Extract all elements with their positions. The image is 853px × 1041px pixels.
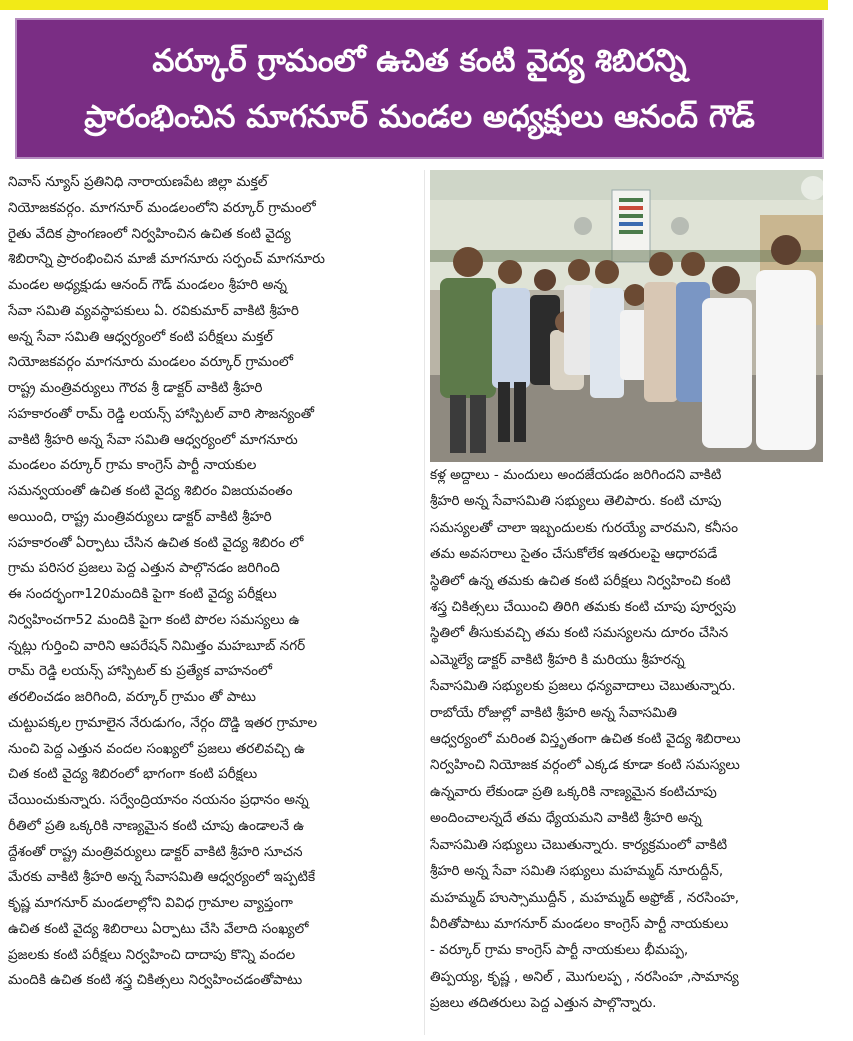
article-text-line: శిబిరాన్ని ప్రారంభించిన మాజీ మాగనూరు సర్పంచ్ మాగనూరు — [8, 251, 325, 268]
article-text-line: సమన్వయంతో ఉచిత కంటి వైద్య శిబిరం విజయవంతం — [8, 483, 293, 499]
column-divider — [424, 170, 425, 1035]
headline-line-1: వర్కూర్ గ్రామంలో ఉచిత కంటి వైద్య శిబిరన్ని — [152, 42, 687, 79]
article-text-line: ద్దేశంతో రాష్ట్ర మంత్రివర్యులు డాక్టర్ వాకిటి శ్రీహరి సూచన — [8, 843, 303, 860]
article-text-line: వీరితోపాటు మాగనూర్ మండలం కాంగ్రెస్ పార్టీ నాయకులు — [430, 915, 729, 932]
article-left-column — [8, 170, 420, 994]
headline-line-2: ప్రారంభించిన మాగనూర్ మండల అధ్యక్షులు ఆనంద్ గౌడ్ — [84, 98, 755, 135]
article-text-line: మందికి ఉచిత కంటి శస్త్ర చికిత్సలు నిర్వహించడంతోపాటు — [8, 972, 303, 989]
article-text-line: అందించాలన్నదే తమ ధ్యేయమని వాకిటి శ్రీహరి అన్న — [430, 810, 702, 827]
article-text-line: రామ్ రెడ్డి లయన్స్ హాస్పిటల్ కు ప్రత్యేక వాహనంలో — [8, 663, 272, 680]
article-text-line: ఉన్నవారు లేకుండా ప్రతి ఒక్కరికి నాణ్యమైన కంటిచూపు — [430, 783, 717, 800]
article-text-line: స్థితిలో ఉన్న తమకు ఉచిత కంటి పరీక్షలు నిర్వహించి కంటి — [430, 572, 731, 589]
article-text-line: శ్రీహరి అన్న సేవాసమితి సభ్యులు తెలిపారు. కంటి చూపు — [430, 493, 722, 510]
article-text-line: తిప్పయ్య, కృష్ణ , అనిల్ , మొగులప్ప , నరసింహ ,సామాన్య — [430, 968, 739, 985]
article-text-line: సేవా సమితి వ్యవస్థాపకులు ఏ. రవికుమార్ వాకిటి శ్రీహరి — [8, 302, 299, 319]
article-text-line: నిర్వహించి నియోజక వర్గంలో ఎక్కడ కూడా కంటి సమస్యలు — [430, 757, 740, 774]
article-text-line: ఎమ్మెల్యే డాక్టర్ వాకిటి శ్రీహరి కి మరియు శ్రీహరన్న — [430, 651, 685, 668]
article-text-line: శ్రీహరి అన్న సేవా సమితి సభ్యులు మహమ్మద్ నూరుద్దీన్, — [430, 863, 724, 880]
article-text-line: నిర్వహించగా52 మందికి పైగా కంటి పొరల సమస్యలు ఉ — [8, 611, 300, 628]
article-text-line: కృష్ణ మాగనూర్ మండలాల్లోని వివిధ గ్రామాల వ్యాప్తంగా — [8, 895, 293, 911]
article-text-line: సహకారంతో రామ్ రెడ్డి లయన్స్ హాస్పిటల్ వారి సౌజన్యంతో — [8, 405, 315, 422]
article-text-line: సహకారంతో ఏర్పాటు చేసిన ఉచిత కంటి వైద్య శిబిరం లో — [8, 534, 304, 551]
article-text-line: మండల అధ్యక్షుడు ఆనంద్ గౌడ్ మండలం శ్రీహరి అన్న — [8, 277, 287, 293]
article-right-column — [430, 462, 822, 1017]
article-text-line: ప్రజలు తదితరులు పెద్ద ఎత్తున పాల్గొన్నారు. — [430, 995, 657, 1012]
article-text-line: చుట్టుపక్కల గ్రామాలైన నేరుడుగం, నేర్గం దొడ్డి ఇతర గ్రామాల — [8, 714, 318, 731]
article-text-line: ఉచిత కంటి వైద్య శిబిరాలు ఏర్పాటు చేసి వేలాది సంఖ్యలో — [8, 920, 309, 937]
article-text-line: - వర్కూర్ గ్రామ కాంగ్రెస్ పార్టీ నాయకులు భీమప్ప, — [430, 942, 689, 959]
article-text-line: ప్రజలకు కంటి పరీక్షలు నిర్వహించి దాదాపు కొన్ని వందల — [8, 946, 296, 963]
article-text-line: చేయించుకున్నారు. సర్వేంద్రియానం నయనం ప్రధానం అన్న — [8, 792, 309, 808]
article-text-line: చిత కంటి వైద్య శిబిరంలో భాగంగా కంటి పరీక్షలు — [8, 766, 258, 783]
article-text-line: మహమ్మద్ హుస్సాముద్దీన్ , మహమ్మద్ అఫ్రోజ్ , నరసింహ, — [430, 889, 740, 906]
article-text-line: నియోజకవర్గం. మాగనూర్ మండలంలోని వర్కూర్ గ్రామంలో — [8, 199, 316, 216]
article-text-line: ఈ సందర్భంగా120మందికి పైగా కంటి వైద్య పరీక్షలు — [8, 586, 277, 602]
article-text-line: స్థితిలో తీసుకువచ్చి తమ కంటి సమస్యలను దూరం చేసిన — [430, 625, 729, 642]
article-text-line: సేవాసమితి సభ్యులకు ప్రజలు ధన్యవాదాలు చెబుతున్నారు. — [430, 678, 736, 695]
article-text-line: రాష్ట్ర మంత్రివర్యులు గౌరవ శ్రీ డాక్టర్ వాకిటి శ్రీహరి — [8, 380, 263, 396]
article-text-line: వాకిటి శ్రీహరి అన్న సేవా సమితి ఆధ్వర్యంలో మాగనూరు — [8, 431, 298, 448]
article-text-line: సేవాసమితి సభ్యులు చెబుతున్నారు. కార్యక్రమంలో వాకిటి — [430, 836, 728, 853]
article-text-line: రీతిలో ప్రతి ఒక్కరికి నాణ్యమైన కంటి చూపు ఉండాలనే ఉ — [8, 817, 305, 834]
article-text-line: కళ్ల అద్దాలు - మందులు అందజేయడం జరిగిందని వాకిటి — [430, 467, 722, 483]
article-text-line: రైతు వేదిక ప్రాంగణంలో నిర్వహించిన ఉచిత కంటి వైద్య — [8, 225, 291, 242]
headline-banner — [15, 18, 824, 159]
article-text-line: గ్రామ పరిసర ప్రజలు పెద్ద ఎత్తున పాల్గొనడం జరిగింది — [8, 560, 280, 577]
article-text-line: రాబోయే రోజుల్లో వాకిటి శ్రీహరి అన్న సేవాసమితి — [430, 704, 678, 721]
article-text-line: నియోజకవర్గం మాగనూరు మండలం వర్కూర్ గ్రామంలో — [8, 354, 293, 371]
article-text-line: తరలించడం జరిగింది, వర్కూర్ గ్రామం తో పాటు — [8, 689, 256, 705]
article-text-line: ఆధ్వర్యంలో మరింత విస్తృతంగా ఉచిత కంటి వైద్య శిబిరాలు — [430, 731, 741, 748]
article-text-line: మండలం వర్కూర్ గ్రామ కాంగ్రెస్ పార్టీ నాయకుల — [8, 457, 257, 474]
article-text-line: సమస్యలతో చాలా ఇబ్బందులకు గురయ్యే వారమని, కనీసం — [430, 519, 738, 536]
article-text-line: అయింది, రాష్ట్ర మంత్రివర్యులు డాక్టర్ వాకిటి శ్రీహరి — [8, 508, 272, 525]
article-text-line: నివాస్ న్యూస్ ప్రతినిధి నారాయణపేట జిల్లా మక్తల్ — [8, 174, 268, 190]
top-color-strip — [0, 0, 828, 10]
article-text-line: శస్త్ర చికిత్సలు చేయించి తిరిగి తమకు కంటి చూపు పూర్వపు — [430, 599, 737, 616]
article-text-line: న్నట్లు గుర్తించి వారిని ఆపరేషన్ నిమిత్తం మహబూబ్ నగర్ — [8, 637, 306, 654]
article-text-line: నుంచి పెద్ద ఎత్తున వందల సంఖ్యలో ప్రజలు తరలివచ్చి ఉ — [8, 740, 306, 757]
group-photo — [430, 170, 823, 462]
article-text-line: తమ అవసరాలు సైతం చేసుకోలేక ఇతరులపై ఆధారపడే — [430, 546, 718, 563]
article-text-line: మేరకు వాకిటి శ్రీహరి అన్న సేవాసమితి ఆధ్వర్యంలో ఇప్పటికే — [8, 869, 316, 886]
group-photo-image — [430, 170, 823, 462]
article-text-line: అన్న సేవా సమితి ఆధ్వర్యంలో కంటి పరీక్షలు మక్తల్ — [8, 328, 273, 345]
